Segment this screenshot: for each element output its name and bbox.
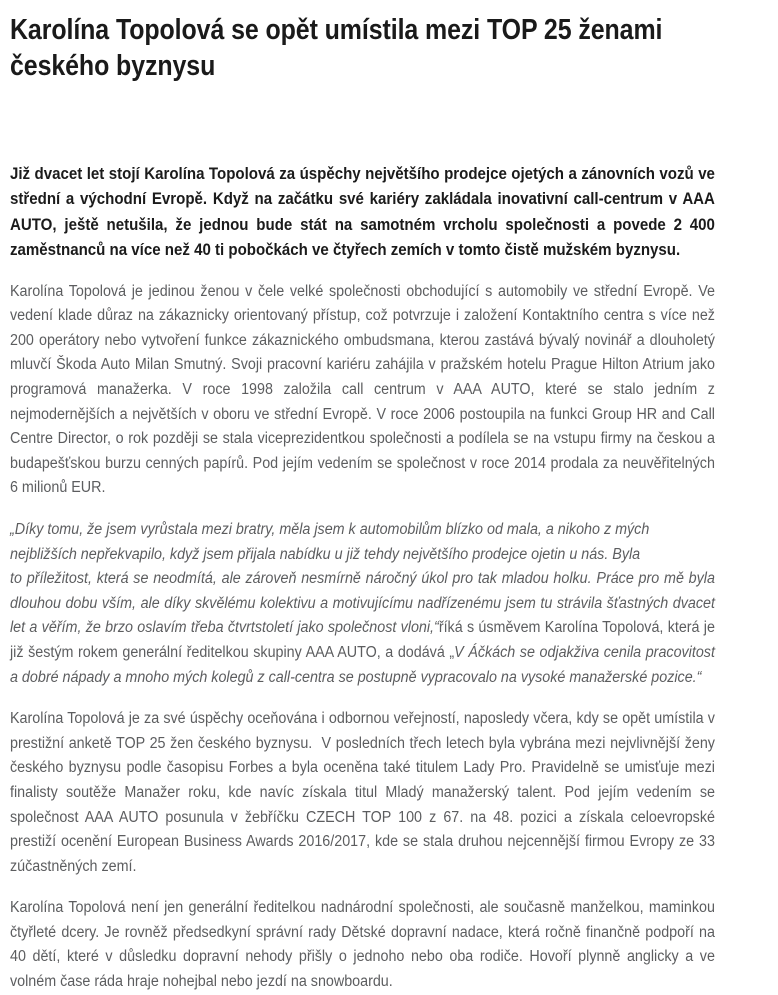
quote-segment-3: V Áčkách se odjakživa cenila pracovitost a dobré nápady a mnoho mých kolegů z call-centra se postupně vypracovalo na vysoké manažerské pozice.“ <box>10 643 715 686</box>
article-paragraph-4: Karolína Topolová není jen generální ředitelkou nadnárodní společnosti, ale současně manželkou, maminkou čtyřleté dcery. Je rovněž předsedkyní správní rady Dětské dopravní nadace, která ročně finančně podpoří na 40 dětí, které v důsledku dopravní nehody přišly o jednoho nebo oba rodiče. Hovoří plynně anglicky a ve volném čase ráda hraje nohejbal nebo jezdí na snowboardu. <box>10 899 715 991</box>
article-body-column <box>10 162 715 995</box>
article-paragraph-3-sentence-2: V posledních třech letech byla vybrána mezi nejvlivnější ženy českého byznysu podle časopisu Forbes a byla oceněna také titulem Lady Pro. Pravidelně se umisťuje mezi finalisty soutěže Manažer roku, kde navíc získala titul Mladý manažerský talent. Pod jejím vedením se společnost AAA AUTO posunula v žebříčku CZECH TOP 100 z 67. na 48. pozici a získala celoevropské prestiží ocenění European Business Awards 2016/2017, kde se stala druhou nejcennější firmou Evropy ze 33 zúčastněných zemí. <box>10 734 715 875</box>
article-paragraph-3 <box>10 707 715 879</box>
article-lead-paragraph: Již dvacet let stojí Karolína Topolová za úspěchy největšího prodejce ojetých a zánovních vozů ve střední a východní Evropě. Když na začátku své kariéry zakládala inovativní call-centrum v AAA AUTO, ještě netušila, že jednou bude stát na samotném vrcholu společnosti a povede 2 400 zaměstnanců na více než 40 ti pobočkách ve čtyřech zemích v tomto čistě mužském byznysu. <box>10 165 715 260</box>
sentence-gap <box>312 735 317 752</box>
quote-segment-2: to příležitost, která se neodmítá, ale zároveň nesmírně náročný úkol pro tak mladou holku. Práce pro mě byla dlouhou dobu vším, ale díky skvělému kolektivu a motivujícímu nadřízenému jsem tu strávila šťastných dvacet let a věřím, že brzo oslavím třeba čtvrtstoletí jako společnost vloni,“ <box>10 570 715 637</box>
article-paragraph-3-sentence-1: Karolína Topolová je za své úspěchy oceňována i odbornou veřejností, naposledy včera, kdy se opět umístila v prestižní anketě TOP 25 žen českého byznysu. <box>10 710 715 752</box>
quote-segment-1: „Díky tomu, že jsem vyrůstala mezi bratry, měla jsem k automobilům blízko od mala, a nikoho z mých nejbližších nepřekvapilo, když jsem přijala nabídku u již tehdy největšího prodejce ojetin u nás. Byla <box>10 520 650 563</box>
article-paragraph-1: Karolína Topolová je jedinou ženou v čele velké společnosti obchodující s automobily ve střední Evropě. Ve vedení klade důraz na zákaznicky orientovaný přístup, což potvrzuje i založení Kontaktního centra s více než 200 operátory nebo vytvoření funkce zákaznického ombudsmana, kterou zastává bývalý novinář a dlouholetý mluvčí Škoda Auto Milan Smutný. Svoji pracovní kariéru zahájila v pražském hotelu Prague Hilton Atrium jako programová manažerka. V roce 1998 založila call centrum v AAA AUTO, které se stalo jedním z nejmodernějších a největších v oboru ve střední Evropě. V roce 2006 postoupila na funkci Group HR and Call Centre Director, o rok později se stala viceprezidentkou společnosti a podílela se na vstupu firmy na českou a budapešťskou burzu cenných papírů. Pod jejím vedením se společnost v roce 2014 prodala za neuvěřitelných 6 milionů EUR. <box>10 282 715 497</box>
headline-spacer <box>10 84 768 162</box>
quote-attribution: říká s úsměvem Karolína Topolová, která je již šestým rokem generální ředitelkou skupiny AAA AUTO, a dodává „ <box>10 619 715 661</box>
article-quote-paragraph <box>10 518 715 690</box>
page-title: Karolína Topolová se opět umístila mezi TOP 25 ženami českého byznysu <box>10 14 663 82</box>
